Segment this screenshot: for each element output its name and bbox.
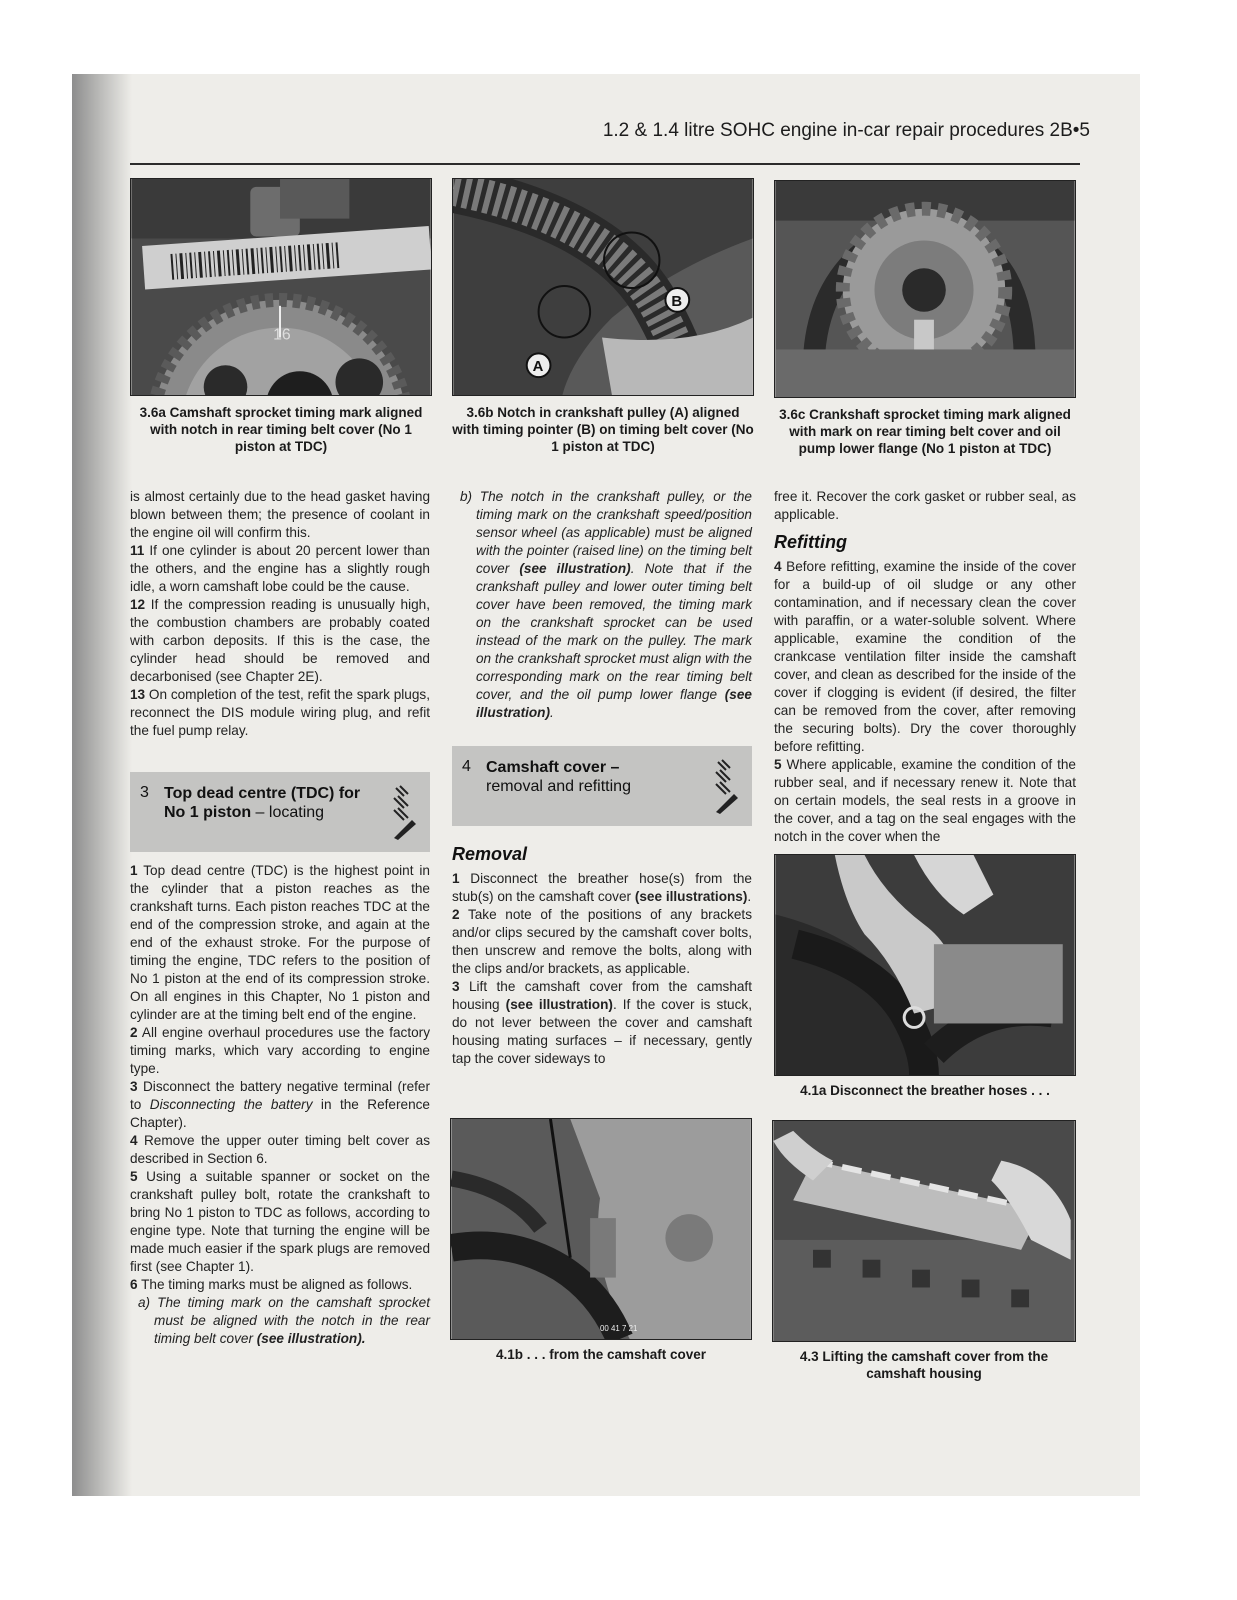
column-1-upper [130, 488, 430, 740]
running-head: 1.2 & 1.4 litre SOHC engine in-car repair procedures 2B•5 [602, 120, 1090, 141]
difficulty-spanner-icon [712, 758, 740, 814]
para-1: 1 Top dead centre (TDC) is the highest point in the cylinder that a piston reaches as the crankshaft turns. Each piston reaches TDC at the end of the compression stroke, and again at the end of the exhaust stroke. For the purpose of timing the engine, TDC refers to the position of No 1 piston at the end of its compression stroke. On all engines in this Chapter, No 1 piston and cylinder are at the timing belt end of the engine. [130, 863, 430, 1022]
label-a: A [532, 359, 544, 376]
camshaft-sprocket-illustration [131, 179, 431, 395]
para-3: 3 Disconnect the battery negative terminal (refer to Disconnecting the battery in the Reference Chapter). [130, 1079, 430, 1130]
label-b: B [671, 293, 683, 310]
section-3-title: Top dead centre (TDC) for No 1 piston – locating [164, 785, 361, 821]
column-1-lower [130, 862, 430, 1348]
sprocket-number-label: 16 [273, 326, 291, 344]
photo-4-1b [450, 1118, 752, 1340]
para-5: 5 Using a suitable spanner or socket on the crankshaft pulley bolt, rotate the crankshaft to bring No 1 piston to TDC as follows, according to engine type. Note that turning the engine will be made much easier if the spark plugs are removed first (see Chapter 1). [130, 1169, 430, 1274]
photo-4-1a [774, 854, 1076, 1076]
crankshaft-pulley-illustration [453, 179, 753, 395]
para-intro: is almost certainly due to the head gasket having blown between them; the presence of coolant in the engine oil will confirm this. [130, 489, 430, 540]
difficulty-spanner-icon [390, 784, 418, 840]
breather-hoses-illustration [775, 855, 1075, 1075]
section-4-number: 4 [462, 758, 471, 775]
lifting-camshaft-cover-illustration [773, 1121, 1075, 1341]
header-rule [130, 163, 1080, 165]
refit-step-5: 5 Where applicable, examine the condition of the rubber seal, and if necessary renew it. Note that on certain models, the seal rests in a groove in the cover, and a tag on the seal engages with the notch in the cover when the [774, 757, 1076, 844]
photo-3-6b [452, 178, 754, 396]
para-11: 11 If one cylinder is about 20 percent lower than the others, and the engine has a slightly rough idle, a worn camshaft lobe could be the cause. [130, 543, 430, 594]
para-6a: a) The timing mark on the camshaft sprocket must be aligned with the notch in the rear timing belt cover (see illustration). [138, 1295, 430, 1346]
camshaft-cover-hose-illustration [451, 1119, 751, 1339]
section-4-title: Camshaft cover – removal and refitting [486, 759, 631, 795]
para-6b: b) The notch in the crankshaft pulley, or the timing mark on the crankshaft speed/position sensor wheel (as applicable) must be aligned with the pointer (raised line) on the timing belt cover (see illustration). Note that if the crankshaft pulley and lower outer timing belt cover have been removed, the timing mark on the crankshaft sprocket can be used instead of the mark on the pulley. The mark on the crankshaft sprocket must align with the corresponding mark on the rear timing belt cover, and the oil pump lower flange (see illustration). [460, 489, 752, 720]
column-2-lower [452, 870, 752, 1068]
photo-3-6c [774, 180, 1076, 398]
refit-continuation: free it. Recover the cork gasket or rubber seal, as applicable. [774, 489, 1076, 522]
caption-4-1a: 4.1a Disconnect the breather hoses . . . [800, 1083, 1050, 1098]
caption-3-6c: 3.6c Crankshaft sprocket timing mark aligned with mark on rear timing belt cover and oil pump lower flange (No 1 piston at TDC) [779, 407, 1071, 456]
section-3-heading [130, 772, 430, 852]
para-12: 12 If the compression reading is unusually high, the combustion chambers are probably coated with carbon deposits. If this is the case, the cylinder head should be removed and decarbonised (see Chapter 2E). [130, 597, 430, 684]
para-2: 2 All engine overhaul procedures use the factory timing marks, which vary according to engine type. [130, 1025, 430, 1076]
removal-step-1: 1 Disconnect the breather hose(s) from the stub(s) on the camshaft cover (see illustrations). [452, 871, 752, 904]
caption-3-6a: 3.6a Camshaft sprocket timing mark aligned with notch in rear timing belt cover (No 1 piston at TDC) [139, 405, 423, 454]
photo-stamp: 00 41 7 21 [600, 1324, 638, 1334]
column-2-upper [452, 488, 752, 722]
para-13: 13 On completion of the test, refit the spark plugs, reconnect the DIS module wiring plug, and refit the fuel pump relay. [130, 687, 430, 738]
refit-step-4: 4 Before refitting, examine the inside of the cover for a build-up of oil sludge or any other contamination, and if necessary clean the cover with paraffin, or a water-soluble solvent. Where applicable, examine the condition of the crankcase ventilation filter inside the camshaft cover, and clean as described for the inside of the cover if clogging is evident (if desired, the filter can be removed from the cover, after removing the securing bolts). Dry the cover thoroughly before refitting. [774, 559, 1076, 754]
caption-4-3: 4.3 Lifting the camshaft cover from the camshaft housing [799, 1349, 1049, 1381]
removal-step-3: 3 Lift the camshaft cover from the camshaft housing (see illustration). If the cover is stuck, do not lever between the cover and camshaft housing mating surfaces – if necessary, gently tap the cover sideways to [452, 979, 752, 1066]
caption-4-1b: 4.1b . . . from the camshaft cover [495, 1347, 707, 1362]
para-6: 6 The timing marks must be aligned as follows. [130, 1277, 413, 1292]
column-3-upper [774, 488, 1076, 524]
removal-subheading: Removal [452, 844, 528, 864]
scanned-page [72, 74, 1140, 1496]
photo-4-3 [772, 1120, 1076, 1342]
column-3-lower [774, 558, 1076, 846]
crankshaft-sprocket-illustration [775, 181, 1075, 397]
caption-3-6b: 3.6b Notch in crankshaft pulley (A) aligned with timing pointer (B) on timing belt cover (No 1 piston at TDC) [452, 405, 754, 454]
photo-3-6a [130, 178, 432, 396]
section-3-number: 3 [140, 784, 149, 801]
binding-shadow [72, 74, 132, 1496]
section-4-heading [452, 746, 752, 826]
para-4: 4 Remove the upper outer timing belt cover as described in Section 6. [130, 1133, 430, 1166]
removal-step-2: 2 Take note of the positions of any brackets and/or clips secured by the camshaft cover bolts, then unscrew and remove the bolts, along with the clips and/or brackets, as applicable. [452, 907, 752, 976]
refitting-subheading: Refitting [774, 532, 847, 552]
